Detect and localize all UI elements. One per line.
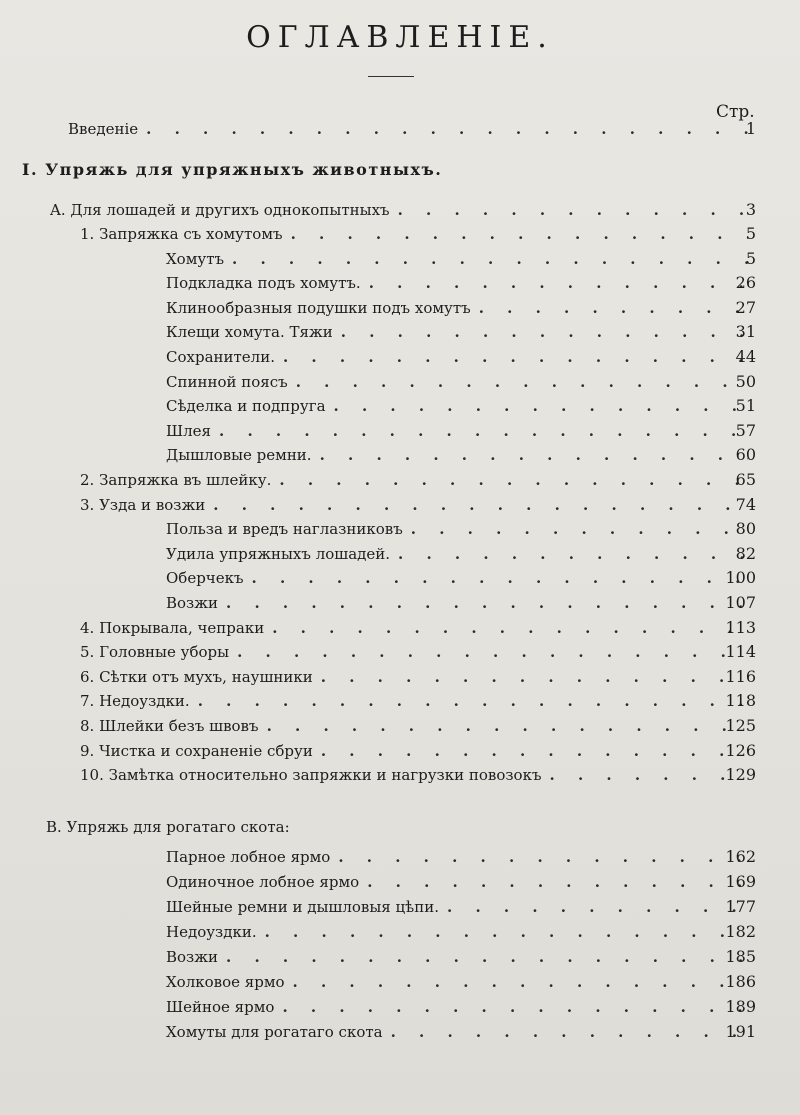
toc-entry [166, 946, 756, 968]
toc-entry [166, 567, 756, 589]
toc-entry-label: Недоуздки. [166, 923, 257, 941]
toc-entry [80, 494, 756, 516]
toc-page-number: 100 [725, 568, 756, 588]
dot-leader [398, 199, 748, 221]
toc-entry [166, 518, 756, 540]
toc-entry-label: Спинной поясъ [166, 372, 288, 391]
toc-page-number: 189 [725, 997, 756, 1016]
toc-entry-label: Сохранители. [166, 348, 275, 366]
toc-entry-label: 5. Головные уборы [80, 643, 230, 662]
toc-entry-label: 8. Шлейки безъ швовъ [80, 717, 259, 735]
toc-entry-label: Подкладка подъ хомутъ. [166, 274, 361, 293]
toc-page-number: 169 [725, 872, 756, 891]
dot-leader [283, 346, 748, 368]
toc-page-number: 26 [735, 273, 756, 293]
dot-leader [321, 740, 748, 762]
toc-entry-intro [68, 118, 756, 140]
toc-page-number: 113 [725, 617, 756, 637]
toc-entry-label: Шейное ярмо [166, 998, 275, 1016]
toc-entry-label: Хомуты для рогатаго скота [166, 1023, 383, 1041]
toc-entry [166, 1021, 756, 1043]
toc-page-number: 65 [735, 470, 756, 489]
toc-entry-label: Одиночное лобное ярмо [166, 873, 360, 891]
dot-leader [198, 690, 748, 712]
page-column-label: Стр. [716, 102, 755, 122]
toc-entry-label: Оберчекъ [166, 569, 244, 588]
toc-entry [166, 420, 756, 442]
toc-page-number: 162 [725, 847, 756, 866]
toc-page-number: 185 [725, 947, 756, 966]
toc-page-number: 186 [725, 972, 756, 991]
dot-leader [146, 118, 748, 140]
toc-entry-section-A [50, 199, 756, 221]
toc-page-number: 74 [735, 494, 756, 514]
dot-leader [226, 946, 748, 968]
toc-entry-label: 1. Запряжка съ хомутомъ [80, 225, 283, 243]
toc-entry-label: Возжи [166, 594, 219, 612]
section-heading-B: B. Упряжь для рогатаго скота: [46, 818, 290, 836]
toc-entry-label: Шейные ремни и дышловыя цѣпи. [166, 898, 439, 916]
toc-entry [166, 371, 756, 393]
toc-entry [80, 740, 756, 762]
toc-page-number: 27 [735, 297, 756, 317]
toc-page-number: 51 [735, 396, 756, 416]
toc-entry [80, 666, 756, 688]
toc-page-number: 125 [725, 716, 756, 735]
toc-entry-label: 2. Запряжка въ шлейку. [80, 471, 272, 489]
toc-page-number: 1 [745, 119, 756, 138]
dot-leader [334, 395, 748, 417]
dot-leader [391, 1021, 748, 1043]
toc-entry [166, 321, 756, 343]
toc-entry [166, 971, 756, 993]
toc-entry-label: 3. Узда и возжи [80, 495, 206, 514]
toc-entry [166, 996, 756, 1018]
dot-leader [367, 871, 748, 893]
dot-leader [232, 248, 748, 270]
dot-leader [252, 567, 748, 589]
toc-entry [166, 248, 756, 270]
toc-entry [80, 223, 756, 245]
toc-entry-label: Удила упряжныхъ лошадей. [166, 544, 391, 563]
toc-entry [166, 346, 756, 368]
toc-entry-label: Клинообразныя подушки подъ хомутъ [166, 298, 471, 317]
dot-leader [296, 371, 748, 393]
toc-entry [166, 272, 756, 294]
dot-leader [226, 592, 748, 614]
toc-page-number: 50 [735, 371, 756, 391]
toc-entry [80, 715, 756, 737]
toc-page-number: 118 [725, 691, 756, 711]
toc-page-number: 82 [735, 543, 756, 563]
toc-entry [166, 444, 756, 466]
toc-entry [166, 896, 756, 918]
toc-entry [80, 617, 756, 639]
toc-page-number: 177 [725, 897, 756, 916]
toc-page-number: 116 [725, 666, 756, 686]
toc-page-number: 5 [745, 224, 756, 243]
toc-entry [166, 871, 756, 893]
toc-entry-label: Дышловые ремни. [166, 446, 312, 465]
dot-leader [213, 494, 748, 516]
toc-page-number: 80 [735, 519, 756, 539]
toc-entry-label: Возжи [166, 948, 219, 966]
toc-entry-label: Введеніе [68, 120, 139, 138]
dot-leader [369, 272, 748, 294]
toc-entry [166, 592, 756, 614]
toc-entry [166, 543, 756, 565]
toc-page-number: 191 [725, 1022, 756, 1041]
toc-page-number: 44 [735, 347, 756, 366]
toc-entry-label: Сѣделка и подпруга [166, 397, 326, 416]
toc-entry [166, 395, 756, 417]
dot-leader [219, 420, 748, 442]
toc-entry-label: Польза и вредъ наглазниковъ [166, 520, 403, 539]
toc-entry-label: Парное лобное ярмо [166, 848, 331, 866]
toc-page-number: 3 [745, 200, 756, 219]
dot-leader [291, 223, 748, 245]
toc-entry [80, 764, 756, 786]
toc-page-number: 5 [745, 248, 756, 268]
toc-entry-label: A. Для лошадей и другихъ однокопытныхъ [50, 201, 390, 219]
dot-leader [265, 921, 748, 943]
dot-leader [272, 617, 748, 639]
toc-entry-label: Холковое ярмо [166, 973, 285, 991]
title-divider [368, 76, 414, 77]
dot-leader [411, 518, 748, 540]
toc-entry-label: 6. Сѣтки отъ мухъ, наушники [80, 667, 313, 686]
toc-entry [166, 921, 756, 943]
toc-entry [80, 641, 756, 663]
dot-leader [320, 444, 748, 466]
toc-entry-label: Шлея [166, 421, 211, 440]
toc-page-number: 60 [735, 445, 756, 465]
toc-entry-label: 7. Недоуздки. [80, 692, 190, 711]
toc-page-number: 57 [735, 420, 756, 440]
toc-entry-label: 4. Покрывала, чепраки [80, 618, 265, 637]
toc-page-number: 182 [725, 922, 756, 941]
dot-leader [338, 846, 748, 868]
dot-leader [447, 896, 748, 918]
toc-page-number: 107 [725, 593, 756, 612]
toc-entry [166, 297, 756, 319]
toc-entry [80, 690, 756, 712]
dot-leader [279, 469, 748, 491]
dot-leader [237, 641, 748, 663]
toc-entry-label: 10. Замѣтка относительно запряжки и нагрузки повозокъ [80, 766, 542, 785]
toc-entry-label: Клещи хомута. Тяжи [166, 323, 333, 342]
dot-leader [321, 666, 748, 688]
toc-page-number: 114 [725, 642, 756, 662]
dot-leader [341, 321, 748, 343]
section-heading-I: I. Упряжь для упряжныхъ животныхъ. [22, 160, 443, 179]
page-title: ОГЛАВЛЕНІЕ. [246, 20, 554, 55]
toc-entry [80, 469, 756, 491]
dot-leader [282, 996, 748, 1018]
toc-entry [166, 846, 756, 868]
toc-page-number: 129 [725, 765, 756, 785]
dot-leader [398, 543, 748, 565]
toc-page-number: 31 [735, 322, 756, 342]
dot-leader [293, 971, 748, 993]
dot-leader [267, 715, 748, 737]
toc-entry-label: Хомутъ [166, 249, 225, 268]
toc-entry-label: 9. Чистка и сохраненіе сбруи [80, 741, 313, 760]
toc-page-number: 126 [725, 740, 756, 760]
